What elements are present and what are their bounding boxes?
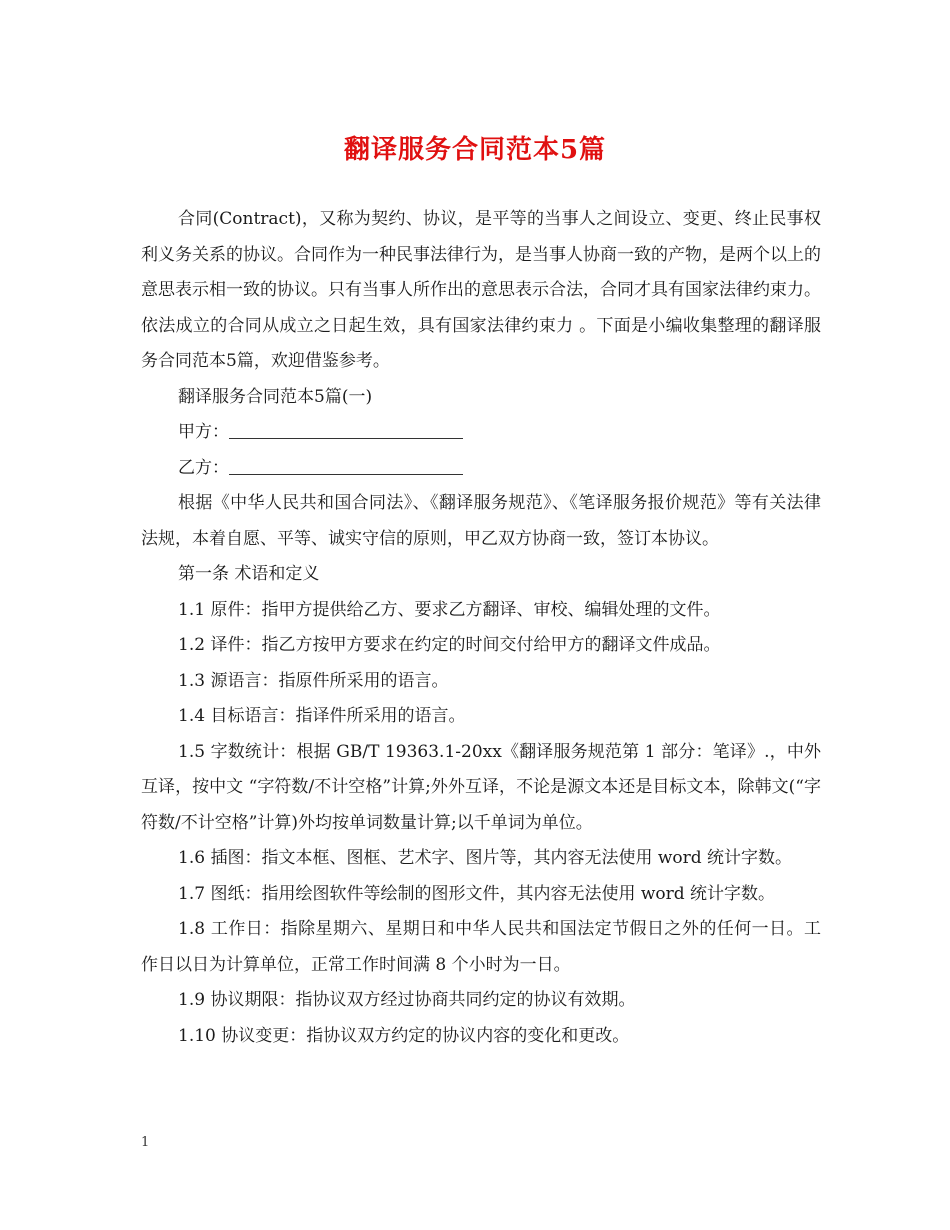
clause-1-3: 1.3 源语言：指原件所采用的语言。 — [178, 670, 449, 691]
document-title: 翻译服务合同范本5篇 — [343, 135, 607, 165]
clause-1-7: 1.7 图纸：指用绘图软件等绘制的图形文件，其内容无法使用 word 统计字数。 — [178, 883, 776, 904]
clause-1-5: 1.5 字数统计：根据 GB/T 19363.1-20xx《翻译服务规范第 1 部分：笔译》.，中外互译，按中文 “字符数/不计空格”计算;外外互译，不论是源文本还是目标文本，除韩文(“字符数/不计空格”计算)外均按单词数量计算;以千单词为单位。 — [141, 741, 821, 833]
party-b-label: 乙方： — [178, 457, 229, 478]
party-a-label: 甲方： — [178, 422, 229, 442]
clause-1-2: 1.2 译件：指乙方按甲方要求在约定的时间交付给甲方的翻译文件成品。 — [178, 635, 721, 655]
clause-1-1: 1.1 原件：指甲方提供给乙方、要求乙方翻译、审校、编辑处理的文件。 — [178, 599, 721, 620]
intro-paragraph: 合同(Contract)，又称为契约、协议，是平等的当事人之间设立、变更、终止民事权利义务关系的协议。合同作为一种民事法律行为，是当事人协商一致的产物，是两个以上的意思表示相一致的协议。只有当事人所作出的意思表示合法，合同才具有国家法律约束力。依法成立的合同从成立之日起生效，具有国家法律约束力 。下面是小编收集整理的翻译服务合同范本5篇，欢迎借鉴参考。 — [141, 209, 821, 371]
clause-1-6: 1.6 插图：指文本框、图框、艺术字、图片等，其内容无法使用 word 统计字数。 — [178, 848, 793, 868]
document-body — [141, 202, 821, 1054]
party-a-blank — [229, 418, 463, 439]
page-number: 1 — [141, 1135, 150, 1150]
section-heading: 翻译服务合同范本5篇(一) — [178, 386, 373, 407]
clause-1-8: 1.8 工作日：指除星期六、星期日和中华人民共和国法定节假日之外的任何一日。工作日以日为计算单位，正常工作时间满 8 个小时为一日。 — [141, 919, 821, 975]
clause-1-4: 1.4 目标语言：指译件所采用的语言。 — [178, 706, 466, 726]
clause-1-10: 1.10 协议变更：指协议双方约定的协议内容的变化和更改。 — [178, 1025, 630, 1046]
article-heading: 第一条 术语和定义 — [178, 564, 320, 584]
party-b-blank — [229, 454, 463, 475]
clause-1-9: 1.9 协议期限：指协议双方经过协商共同约定的协议有效期。 — [178, 990, 636, 1010]
basis-paragraph: 根据《中华人民共和国合同法》、《翻译服务规范》、《笔译服务报价规范》等有关法律法规，本着自愿、平等、诚实守信的原则，甲乙双方协商一致，签订本协议。 — [141, 493, 821, 549]
party-a-line — [141, 415, 821, 451]
party-b-line — [141, 451, 821, 487]
